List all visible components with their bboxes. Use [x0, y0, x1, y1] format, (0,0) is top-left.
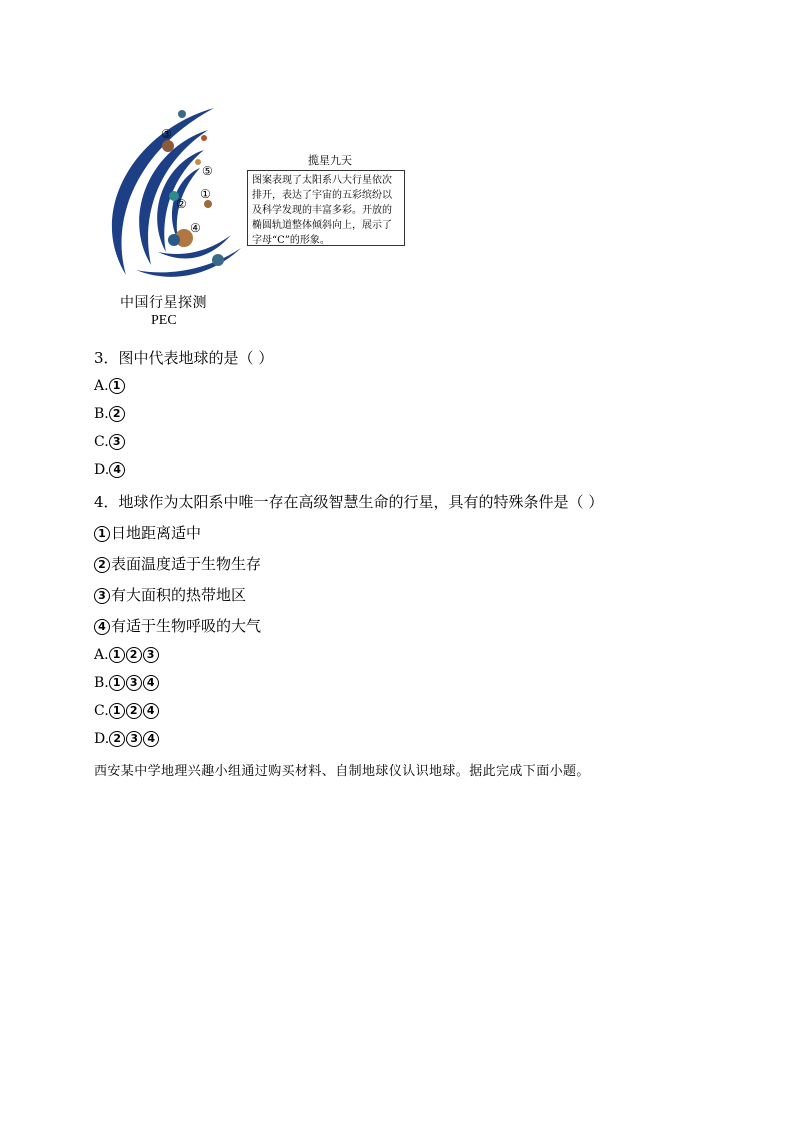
circled-number: 3: [126, 731, 142, 747]
q3-option-d[interactable]: [94, 462, 126, 478]
marker-2: ②: [176, 197, 187, 211]
circled-number: 3: [143, 647, 159, 663]
q4-option-d[interactable]: [94, 731, 160, 747]
circled-number: 3: [109, 434, 125, 450]
q3-option-a[interactable]: [94, 378, 126, 394]
option-letter: D.: [94, 731, 110, 747]
option-letter: B.: [94, 675, 109, 691]
option-letter: A.: [94, 647, 109, 663]
next-section-intro: 西安某中学地理兴趣小组通过购买材料、自制地球仪认识地球。据此完成下面小题。: [94, 764, 590, 779]
circled-number: 3: [126, 675, 142, 691]
q4-option-c[interactable]: [94, 703, 160, 719]
marker-1: ①: [200, 187, 211, 201]
marker-3: ③: [161, 127, 172, 141]
circled-number: 4: [94, 619, 110, 635]
marker-4: ④: [190, 221, 201, 235]
statement-text: 日地距离适中: [111, 524, 202, 542]
question-3-stem: 3．图中代表地球的是（ ）: [94, 349, 274, 367]
caption-title: 揽星九天: [308, 154, 352, 167]
q4-option-b[interactable]: [94, 675, 160, 691]
circled-number: 3: [94, 588, 110, 604]
logo-text-en: PEC: [151, 313, 177, 328]
circled-number: 1: [109, 675, 125, 691]
option-letter: D.: [94, 462, 110, 478]
circled-number: 4: [143, 731, 159, 747]
q4-statement-3: [94, 584, 246, 605]
circled-number: 1: [109, 647, 125, 663]
circled-number: 1: [109, 378, 125, 394]
circled-number: 1: [94, 526, 110, 542]
caption-box: 图案表现了太阳系八大行星依次排开，表达了宇宙的五彩缤纷以及科学发现的丰富多彩。开放的椭圆轨道整体倾斜向上，展示了字母“C”的形象。: [247, 170, 405, 246]
circled-number: 2: [109, 406, 125, 422]
planet-5: [195, 159, 201, 165]
circled-number: 4: [143, 703, 159, 719]
planet-blue: [168, 234, 180, 246]
statement-text: 有大面积的热带地区: [111, 586, 247, 604]
planet-small: [201, 135, 207, 141]
circled-number: 4: [143, 675, 159, 691]
option-letter: C.: [94, 703, 109, 719]
circled-number: 2: [126, 647, 142, 663]
planet-1: [204, 200, 212, 208]
circled-number: 1: [109, 703, 125, 719]
orbit-arc-5: [136, 248, 241, 277]
q3-option-c[interactable]: [94, 434, 126, 450]
pec-logo-graphic: [96, 100, 246, 290]
q4-option-a[interactable]: [94, 647, 160, 663]
circled-number: 2: [126, 703, 142, 719]
logo-text-cn: 中国行星探测: [120, 295, 207, 311]
question-4-stem: 4．地球作为太阳系中唯一存在高级智慧生命的行星，具有的特殊条件是（ ）: [94, 493, 604, 511]
planet-exploration-figure: [96, 100, 416, 335]
circled-number: 2: [94, 557, 110, 573]
option-letter: C.: [94, 434, 109, 450]
q4-statement-2: [94, 553, 261, 574]
circled-number: 2: [109, 731, 125, 747]
q4-statement-4: [94, 615, 261, 636]
q3-option-b[interactable]: [94, 406, 126, 422]
option-letter: B.: [94, 406, 109, 422]
planet-3: [162, 140, 174, 152]
q4-statement-1: [94, 522, 201, 543]
marker-5: ⑤: [202, 164, 213, 178]
planet-top: [178, 110, 186, 118]
planet-bottom: [212, 254, 224, 266]
statement-text: 表面温度适于生物生存: [111, 555, 262, 573]
circled-number: 4: [109, 462, 125, 478]
option-letter: A.: [94, 378, 109, 394]
statement-text: 有适于生物呼吸的大气: [111, 617, 262, 635]
